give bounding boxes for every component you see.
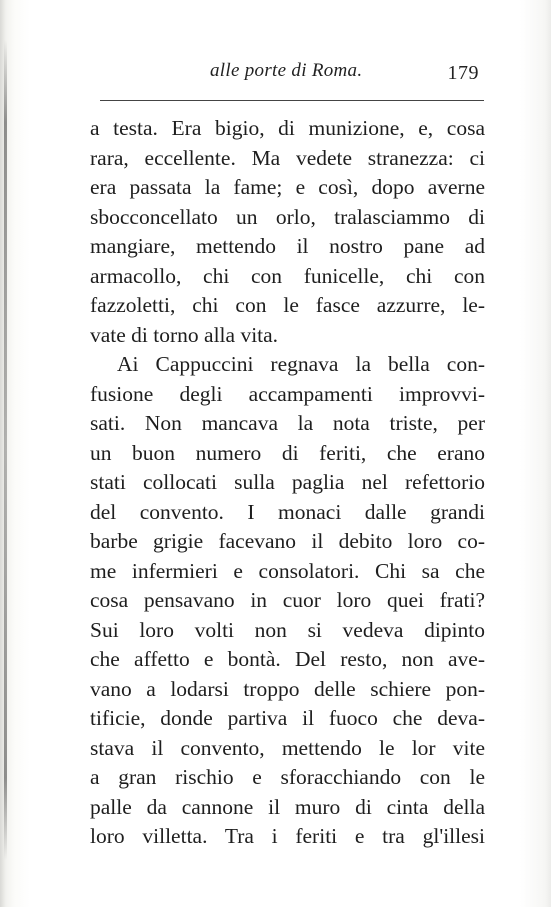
text-line: del convento. I monaci dalle grandi bbox=[90, 499, 485, 524]
body-text bbox=[90, 114, 485, 852]
text-line: me infermieri e consolatori. Chi sa che bbox=[90, 558, 485, 583]
text-line: mangiare, mettendo il nostro pane ad bbox=[90, 234, 485, 258]
text-line: armacollo, chi con funicelle, chi con bbox=[90, 263, 485, 288]
text-line: sbocconcellato un orlo, tralasciammo di bbox=[90, 204, 485, 229]
header-rule bbox=[100, 100, 484, 101]
text-line: sati. Non mancava la nota triste, per bbox=[90, 411, 485, 435]
text-line: a gran rischio e sforacchiando con le bbox=[90, 765, 485, 789]
text-line: Sui loro volti non si vedeva dipinto bbox=[90, 617, 485, 642]
paragraph-end-line: vate di torno alla vita. bbox=[90, 322, 279, 347]
text-line: che affetto e bontà. Del resto, non ave- bbox=[90, 647, 485, 671]
text-line: loro villetta. Tra i feriti e tra gl'illesi bbox=[90, 824, 485, 848]
running-header bbox=[95, 60, 485, 100]
text-line: a testa. Era bigio, di munizione, e, cosa bbox=[90, 116, 485, 140]
text-line: stati collocati sulla paglia nel refettorio bbox=[90, 470, 485, 494]
text-line: barbe grigie facevano il debito loro co- bbox=[90, 529, 485, 553]
text-line: fusione degli accampamenti improvvi- bbox=[90, 381, 485, 406]
text-line: palle da cannone il muro di cinta della bbox=[90, 794, 485, 819]
text-line: un buon numero di feriti, che erano bbox=[90, 440, 485, 465]
text-line: tificie, donde partiva il fuoco che deva- bbox=[90, 706, 485, 730]
text-line: fazzoletti, chi con le fasce azzurre, le- bbox=[90, 293, 485, 317]
page-number: 179 bbox=[447, 62, 479, 84]
paragraph-start-line: Ai Cappuccini regnava la bella con- bbox=[117, 352, 485, 376]
text-line: rara, eccellente. Ma vedete stranezza: ci bbox=[90, 145, 485, 170]
text-line: era passata la fame; e così, dopo averne bbox=[90, 175, 485, 199]
text-line: vano a lodarsi troppo delle schiere pon- bbox=[90, 676, 485, 701]
text-line: cosa pensavano in cuor loro quei frati? bbox=[90, 588, 485, 612]
text-line: stava il convento, mettendo le lor vite bbox=[90, 735, 485, 760]
running-title: alle porte di Roma. bbox=[210, 60, 363, 81]
page-gutter-edge bbox=[4, 40, 7, 860]
